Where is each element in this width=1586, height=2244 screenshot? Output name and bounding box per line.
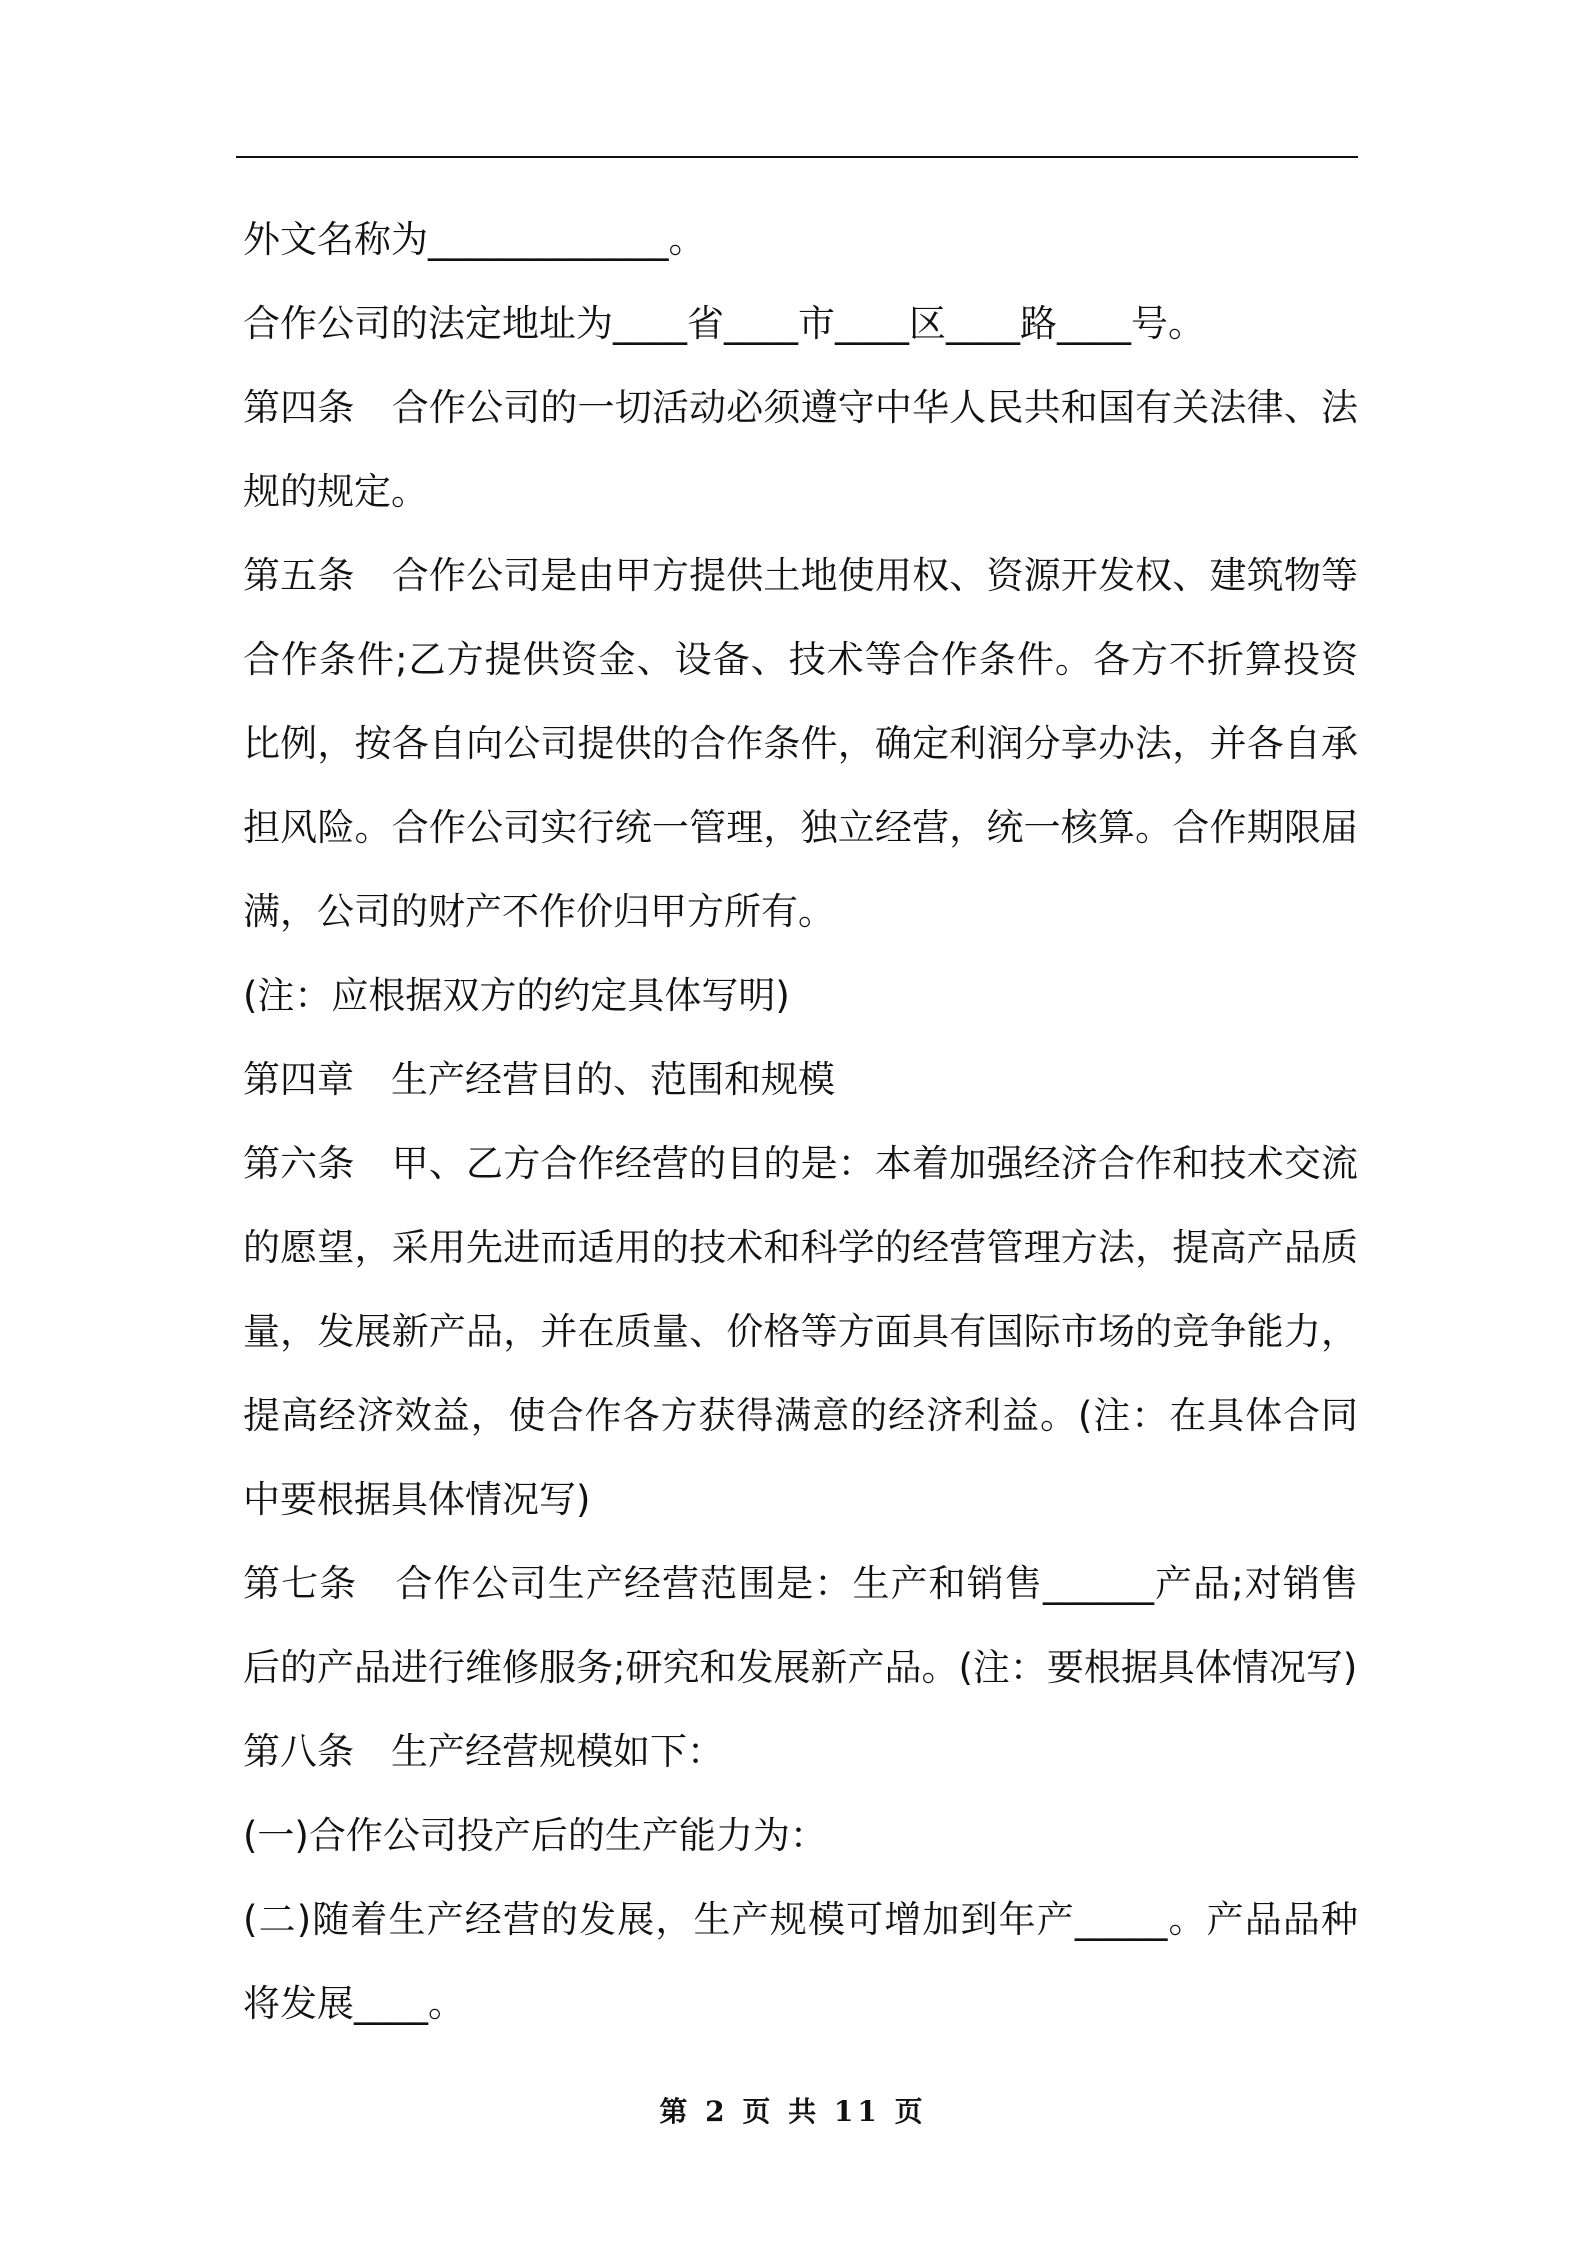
paragraph-legal-address: 合作公司的法定地址为____省____市____区____路____号。 — [243, 302, 1205, 345]
paragraph-article-4: 第四条 合作公司的一切活动必须遵守中华人民共和国有关法律、法规的规定。 — [243, 386, 1358, 513]
list-item-1: (一)合作公司投产后的生产能力为： — [243, 1814, 827, 1857]
header-rule — [236, 156, 1358, 158]
paragraph-foreign-name: 外文名称为_____________。 — [243, 218, 706, 261]
chapter-heading: 第四章 生产经营目的、范围和规模 — [243, 1058, 835, 1101]
list-item-2: (二)随着生产经营的发展，生产规模可增加到年产_____。产品品种将发展____。 — [243, 1898, 1358, 2025]
paragraph-note: (注：应根据双方的约定具体写明) — [243, 974, 790, 1017]
page-number: 第 2 页 共 11 页 — [659, 2095, 927, 2128]
paragraph-article-7: 第七条 合作公司生产经营范围是：生产和销售______产品;对销售后的产品进行维修服务;研究和发展新产品。(注：要根据具体情况写) — [243, 1562, 1358, 1689]
paragraph-article-5: 第五条 合作公司是由甲方提供土地使用权、资源开发权、建筑物等合作条件;乙方提供资金、设备、技术等合作条件。各方不折算投资比例，按各自向公司提供的合作条件，确定利润分享办法，并各自承担风险。合作公司实行统一管理，独立经营，统一核算。合作期限届满，公司的财产不作价归甲方所有。 — [243, 554, 1358, 933]
paragraph-article-8: 第八条 生产经营规模如下： — [243, 1730, 724, 1773]
document-body — [243, 198, 1358, 2046]
paragraph-article-6: 第六条 甲、乙方合作经营的目的是：本着加强经济合作和技术交流的愿望，采用先进而适用的技术和科学的经营管理方法，提高产品质量，发展新产品，并在质量、价格等方面具有国际市场的竞争能力，提高经济效益，使合作各方获得满意的经济利益。(注：在具体合同中要根据具体情况写) — [243, 1142, 1358, 1521]
